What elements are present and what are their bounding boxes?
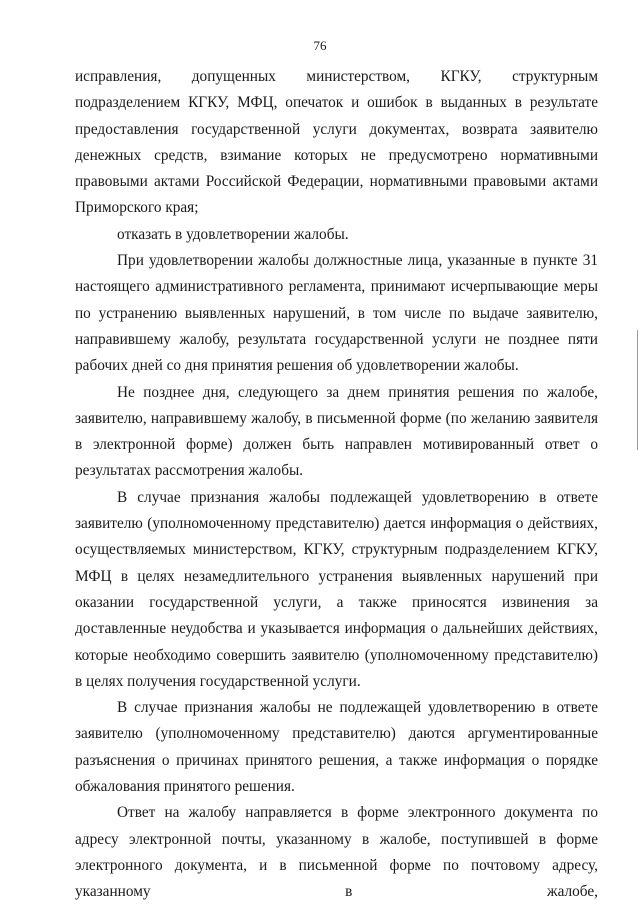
- text-line: о результатах рассмотрения жалобы.: [75, 436, 598, 480]
- text-line: заявителю (уполномоченному представителю) дается информация о действиях,: [75, 515, 598, 533]
- text-line: осуществляемых министерством, КГКУ, структурным подразделением КГКУ,: [75, 541, 598, 559]
- text-line: Не позднее дня, следующего за днем принятия решения по жалобе,: [117, 383, 598, 401]
- document-body: [75, 64, 598, 906]
- paragraph: [75, 248, 598, 379]
- paragraph: [75, 485, 598, 695]
- paragraph: [75, 222, 598, 248]
- text-line: государственной услуги документах, возврата заявителю денежных средств,: [75, 120, 598, 164]
- text-line: действиях, которые необходимо совершить заявителю (уполномоченному: [75, 620, 598, 664]
- text-line: рабочих дней со дня принятия решения об удовлетворении жалобы.: [75, 357, 519, 375]
- text-line: электронной почты, указанному в жалобе, поступившей в форме электронного: [75, 830, 598, 874]
- paragraph: [75, 64, 598, 222]
- text-line: КГКУ, МФЦ, опечаток и ошибок в выданных в результате предоставления: [75, 94, 598, 138]
- text-line: разъяснения о причинах принятого решения, а также информация о порядке: [75, 751, 598, 769]
- text-line: взимание которых не предусмотрено нормативными правовыми актами: [75, 146, 599, 191]
- text-line: за доставленные неудобства и указывается информация о дальнейших: [75, 593, 598, 638]
- paragraph: [75, 695, 598, 800]
- text-line: в электронной форме) должен быть направлен мотивированный ответ: [75, 436, 580, 454]
- text-line: В случае признания жалобы не подлежащей удовлетворению в ответе: [117, 699, 598, 717]
- text-line: В случае признания жалобы подлежащей удовлетворению в ответе: [117, 488, 598, 506]
- text-line: заявителю (уполномоченному представителю) даются аргументированные: [75, 725, 598, 743]
- text-line: направившему жалобу, результата государственной услуги не позднее пяти: [75, 330, 598, 348]
- text-line: заявителю, направившему жалобу, в письменной форме (по желанию заявителя: [75, 409, 598, 427]
- text-line: при оказании государственной услуги, а также приносятся извинения: [75, 567, 599, 611]
- text-line: документа, и в письменной форме по почтовому адресу, указанному в жалобе,: [75, 856, 598, 901]
- text-line: по устранению выявленных нарушений, в том числе по выдаче заявителю,: [75, 304, 598, 322]
- scan-edge-mark: [637, 330, 638, 450]
- text-line: настоящего административного регламента, принимают исчерпывающие меры: [75, 278, 598, 296]
- text-line: МФЦ в целях незамедлительного устранения выявленных нарушений: [75, 567, 565, 585]
- text-line: представителю) в целях получения государственной услуги.: [75, 646, 598, 690]
- page-number: 76: [313, 38, 327, 53]
- paragraph: [75, 800, 598, 905]
- text-line: отказать в удовлетворении жалобы.: [117, 225, 349, 243]
- text-line: Ответ на жалобу направляется в форме электронного документа по адресу: [75, 804, 598, 848]
- paragraph: [75, 380, 598, 485]
- text-line: При удовлетворении жалобы должностные лица, указанные в пункте 31: [117, 252, 598, 270]
- text-line: Российской Федерации, нормативными правовыми актами Приморского края;: [75, 173, 599, 217]
- text-line: исправления, допущенных министерством, КГКУ, структурным подразделением: [75, 68, 598, 112]
- text-line: обжалования принятого решения.: [75, 778, 295, 796]
